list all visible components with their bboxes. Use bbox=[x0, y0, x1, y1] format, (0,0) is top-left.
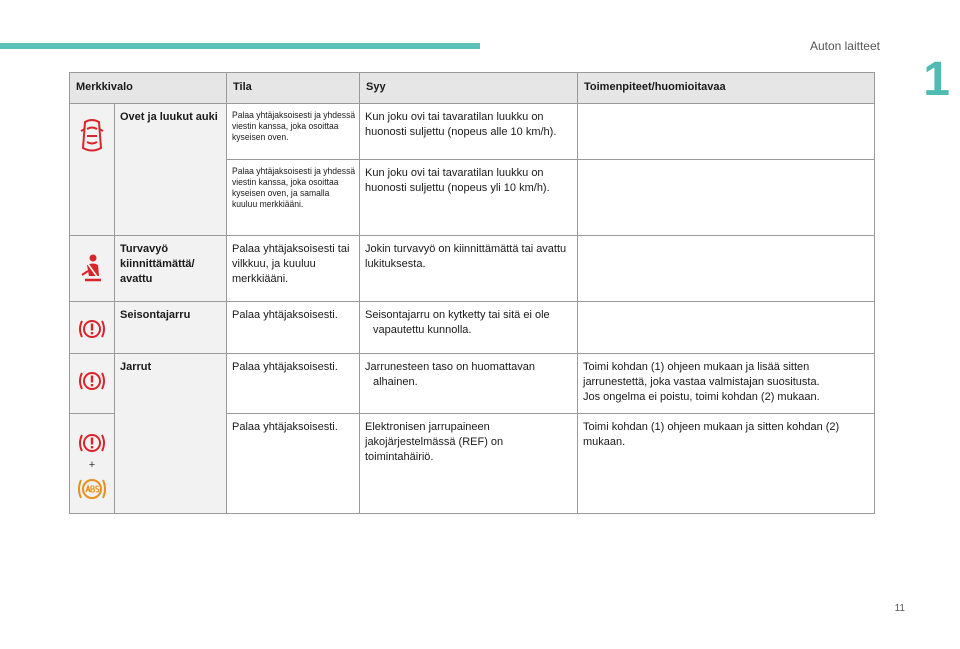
state-cell: Palaa yhtäjaksoisesti tai vilkkuu, ja kuuluu merkkiääni. bbox=[227, 236, 360, 302]
accent-bar bbox=[0, 43, 480, 49]
brake-warning-icon bbox=[77, 368, 107, 394]
table-row bbox=[70, 354, 875, 414]
state-cell: Palaa yhtäjaksoisesti. bbox=[227, 354, 360, 414]
cause-text: Jarrunesteen taso on huomattavan alhainen. bbox=[365, 361, 536, 388]
warning-lights-table bbox=[69, 72, 875, 514]
action-cell bbox=[578, 236, 875, 302]
icon-cell bbox=[70, 354, 115, 414]
cause-cell bbox=[360, 354, 578, 414]
page-number: 11 bbox=[894, 603, 905, 614]
table-row bbox=[70, 236, 875, 302]
table-header-row bbox=[70, 73, 875, 104]
seatbelt-icon bbox=[79, 254, 105, 284]
action-cell: Toimi kohdan (1) ohjeen mukaan ja lisää sitten jarrunestettä, joka vastaa valmistajan suositusta. Jos ongelma ei poistu, toimi kohdan (2) mukaan. bbox=[578, 354, 875, 414]
icon-cell bbox=[70, 236, 115, 302]
row-label: Jarrut bbox=[115, 354, 227, 514]
state-cell bbox=[227, 160, 360, 236]
plus-sign: + bbox=[88, 459, 96, 471]
brake-warning-icon bbox=[77, 430, 107, 456]
cause-cell: Kun joku ovi tai tavaratilan luukku on huonosti suljettu (nopeus yli 10 km/h). bbox=[360, 160, 578, 236]
abs-icon bbox=[76, 475, 108, 503]
row-label: Seisontajarru bbox=[115, 302, 227, 354]
cause-cell bbox=[360, 302, 578, 354]
cause-cell: Elektronisen jarrupaineen jakojärjestelmässä (REF) on toimintahäiriö. bbox=[360, 414, 578, 514]
row-label: Turvavyö kiinnittämättä/ avattu bbox=[115, 236, 227, 302]
icon-cell bbox=[70, 104, 115, 236]
brake-warning-icon bbox=[77, 316, 107, 342]
column-header: Merkkivalo bbox=[70, 73, 227, 104]
state-text: Palaa yhtäjaksoisesti ja yhdessä viestin kanssa, joka osoittaa kyseisen oven, ja samalla kuuluu merkkiääni. bbox=[232, 166, 356, 210]
column-header: Tila bbox=[227, 73, 360, 104]
action-cell bbox=[578, 302, 875, 354]
cause-cell: Kun joku ovi tai tavaratilan luukku on huonosti suljettu (nopeus alle 10 km/h). bbox=[360, 104, 578, 160]
cause-cell: Jokin turvavyö on kiinnittämättä tai avattu lukituksesta. bbox=[360, 236, 578, 302]
icon-cell bbox=[70, 414, 115, 514]
state-text: Palaa yhtäjaksoisesti ja yhdessä viestin kanssa, joka osoittaa kyseisen oven. bbox=[232, 110, 356, 143]
chapter-number: 1 bbox=[923, 53, 950, 106]
door-open-icon bbox=[78, 118, 106, 154]
state-cell: Palaa yhtäjaksoisesti. bbox=[227, 414, 360, 514]
column-header: Syy bbox=[360, 73, 578, 104]
row-label: Ovet ja luukut auki bbox=[115, 104, 227, 236]
table-row bbox=[70, 104, 875, 160]
table-row bbox=[70, 302, 875, 354]
state-cell bbox=[227, 104, 360, 160]
action-cell: Toimi kohdan (1) ohjeen mukaan ja sitten kohdan (2) mukaan. bbox=[578, 414, 875, 514]
cause-text: Seisontajarru on kytketty tai sitä ei ole vapautettu kunnolla. bbox=[365, 309, 550, 336]
icon-cell bbox=[70, 302, 115, 354]
state-cell: Palaa yhtäjaksoisesti. bbox=[227, 302, 360, 354]
section-title: Auton laitteet bbox=[809, 39, 880, 53]
action-cell bbox=[578, 104, 875, 160]
action-cell bbox=[578, 160, 875, 236]
column-header: Toimenpiteet/huomioitavaa bbox=[578, 73, 875, 104]
